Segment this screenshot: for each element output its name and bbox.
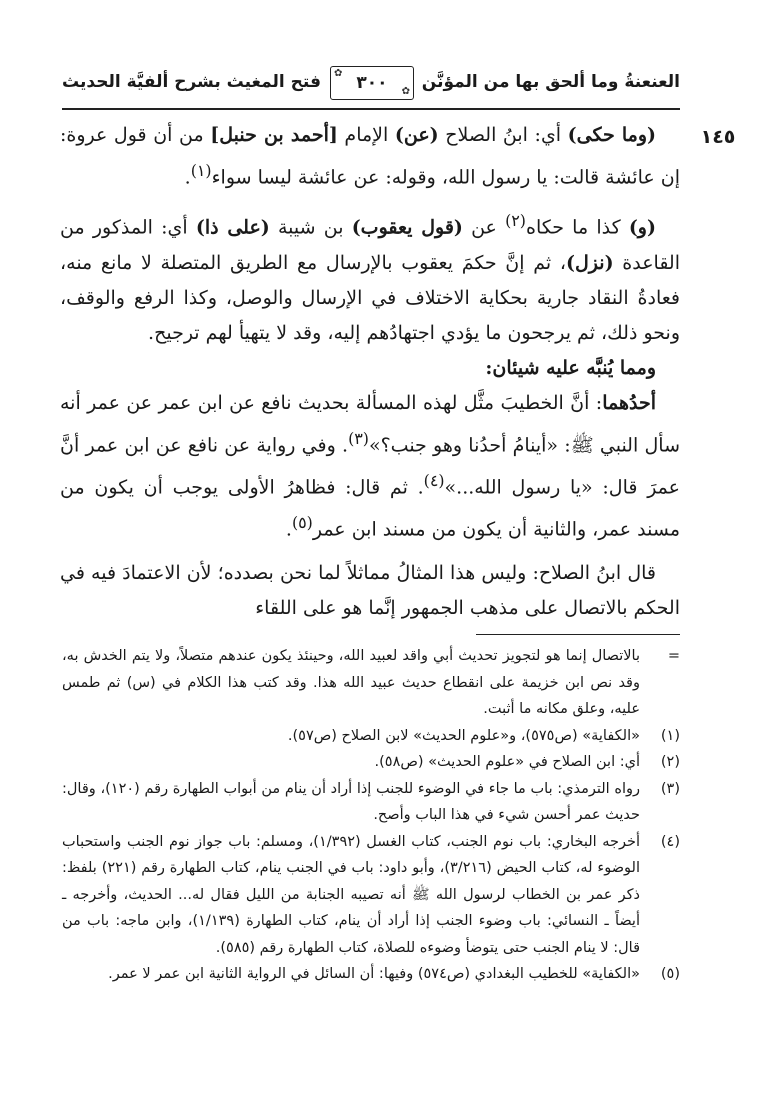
chapter-title: العنعنةُ وما ألحق بها من المؤنَّن bbox=[421, 72, 680, 92]
body-text: من أن قول عروة: إن عائشة قالت: يا رسول الله، وقوله: عن عائشة ليسا سواء bbox=[60, 124, 680, 189]
body-text: الإمام bbox=[337, 124, 395, 146]
running-header bbox=[62, 66, 680, 106]
matn-text: (قول يعقوب) bbox=[351, 216, 463, 239]
footnote-text: «الكفاية» للخطيب البغدادي (ص٥٧٤) وفيها: أن السائل في الرواية الثانية ابن عمر لا عمر. bbox=[108, 966, 640, 982]
footnote-text: بالاتصال إنما هو لتجويز تحديث أبي واقد لعبيد الله، وحينئذ يكون عندهم متصلاً، ولا يتم الخدش به، وقد نص ابن خزيمة على انقطاع حديث عبيد الله هذا. وقد كتب هذا الكلام في (س) ثم طمس عليه، وعلق مكانه ما أثبت. bbox=[62, 648, 640, 717]
footnote-1 bbox=[62, 723, 680, 750]
section-lead: ومما يُنبَّه عليه شيئان: bbox=[485, 356, 656, 379]
paragraph-4 bbox=[60, 386, 680, 548]
footnote-5 bbox=[62, 961, 680, 988]
matn-text: (على ذا) bbox=[195, 216, 270, 239]
body-text: : أنَّ الخطيبَ مثَّل لهذه المسألة بحديث نافع عن ابن عمر عن عمر أنه سأل النبي ﷺ: «أينامُ أحدُنا وهو جنب؟» bbox=[60, 391, 681, 456]
book-title: فتح المغيث بشرح ألفيَّة الحديث bbox=[62, 72, 322, 92]
footnote-ref: (٤) bbox=[423, 470, 445, 490]
footnote-number: (٣) bbox=[660, 780, 680, 797]
matn-text: (عن) bbox=[394, 124, 439, 146]
footnote-text: رواه الترمذي: باب ما جاء في الوضوء للجنب إذا أراد أن ينام من أبواب الطهارة رقم (١٢٠)، وقال: حديث عمر أحسن شيء في هذا الباب وأصح. bbox=[62, 780, 640, 823]
main-text bbox=[60, 118, 680, 626]
paragraph-3 bbox=[60, 351, 680, 386]
page-number-box bbox=[330, 66, 414, 100]
body-text: عن bbox=[462, 216, 506, 239]
header-rule bbox=[62, 108, 680, 110]
ornament-icon: ✿ bbox=[334, 68, 343, 79]
footnote-text: أخرجه البخاري: باب نوم الجنب، كتاب الغسل (١/٣٩٢)، ومسلم: باب جواز نوم الجنب واستحباب الوضوء له، كتاب الحيض (٣/٢١٦)، وأبو داود: باب في الجنب ينام، كتاب الطهارة رقم (٢٢١) بلفظ: ذكر عمر بن الخطاب لرسول الله ﷺ أنه تصيبه الجنابة من الليل فقال له... الحديث، وأخرجه ـ أيضاً ـ النسائي: باب وضوء الجنب إذا أراد أن ينام، كتاب الطهارة (١/١٣٩)، وابن ماجه: باب من قال: لا ينام الجنب حتى يتوضأ وضوءه للصلاة، كتاب الطهارة رقم (٥٨٥). bbox=[62, 833, 641, 956]
margin-verse-number: ١٤٥ bbox=[700, 126, 736, 148]
footnote-text: أي: ابن الصلاح في «علوم الحديث» (ص٥٨). bbox=[374, 754, 640, 770]
footnote-number: (٥) bbox=[660, 966, 680, 982]
paragraph-2 bbox=[60, 203, 680, 350]
footnote-continued bbox=[62, 643, 680, 723]
footnote-ref: (١) bbox=[190, 161, 212, 180]
point-heading: أحدُهما bbox=[602, 391, 656, 414]
paragraph-5: قال ابنُ الصلاح: وليس هذا المثالُ مماثلاً لما نحن بصدده؛ لأن الاعتمادَ فيه في الحكم بالاتصال على مذهب الجمهور إنَّما هو على اللقاء bbox=[60, 561, 680, 619]
body-text: أي: المذكور من القاعدة bbox=[60, 216, 680, 274]
footnote-number: (٤) bbox=[660, 833, 680, 850]
footnote-2 bbox=[62, 749, 680, 776]
footnote-ref: (٣) bbox=[348, 428, 369, 448]
footnote-rule bbox=[476, 634, 680, 635]
bracket-insert: [أحمد بن حنبل] bbox=[210, 124, 338, 146]
matn-text: (نزل) bbox=[566, 251, 614, 274]
matn-text: (و) bbox=[628, 216, 656, 239]
footnote-number: (٢) bbox=[660, 754, 680, 770]
body-text: كذا ما حكاه bbox=[525, 216, 629, 239]
page-number: ٣٠٠ bbox=[356, 73, 388, 93]
matn-text: (وما حكى) bbox=[567, 124, 657, 146]
body-text: أي: ابنُ الصلاح bbox=[438, 124, 568, 146]
body-text: ، ثم إنَّ حكمَ يعقوب بالإرسال مع الطريق المتصلة لا مانع منه، فعادةُ النقاد جارية بحكاية الاختلاف في الإرسال والوصل، وكذا الرفع والوقف، ونحو ذلك، ثم يرجحون ما يؤدي اجتهادُهم إليه، وقد لا يتهيأ لهم ترجيح. bbox=[60, 251, 680, 344]
footnote-text: «الكفاية» (ص٥٧٥)، و«علوم الحديث» لابن الصلاح (ص٥٧). bbox=[287, 727, 640, 744]
ornament-icon: ✿ bbox=[401, 86, 410, 97]
footnote-3 bbox=[62, 776, 680, 829]
body-text: . ثم قال: فظاهرُ الأولى يوجب أن يكون من مسند عمر، والثانية أن يكون من مسند ابن عمر bbox=[60, 476, 680, 541]
paragraph-1 bbox=[60, 118, 680, 195]
body-text: . وفي رواية عن نافع عن ابن عمر أنَّ عمرَ قال: «يا رسول الله...» bbox=[60, 433, 681, 499]
body-text: . bbox=[285, 518, 292, 541]
footnote-4 bbox=[62, 829, 680, 962]
footnote-number: = bbox=[667, 648, 680, 664]
body-text: بن شيبة bbox=[269, 216, 352, 239]
footnote-ref: (٢) bbox=[505, 211, 526, 231]
footnote-ref: (٥) bbox=[291, 513, 313, 533]
footnote-number: (١) bbox=[660, 727, 680, 744]
footnotes bbox=[62, 643, 680, 988]
body-text: . bbox=[184, 166, 191, 189]
